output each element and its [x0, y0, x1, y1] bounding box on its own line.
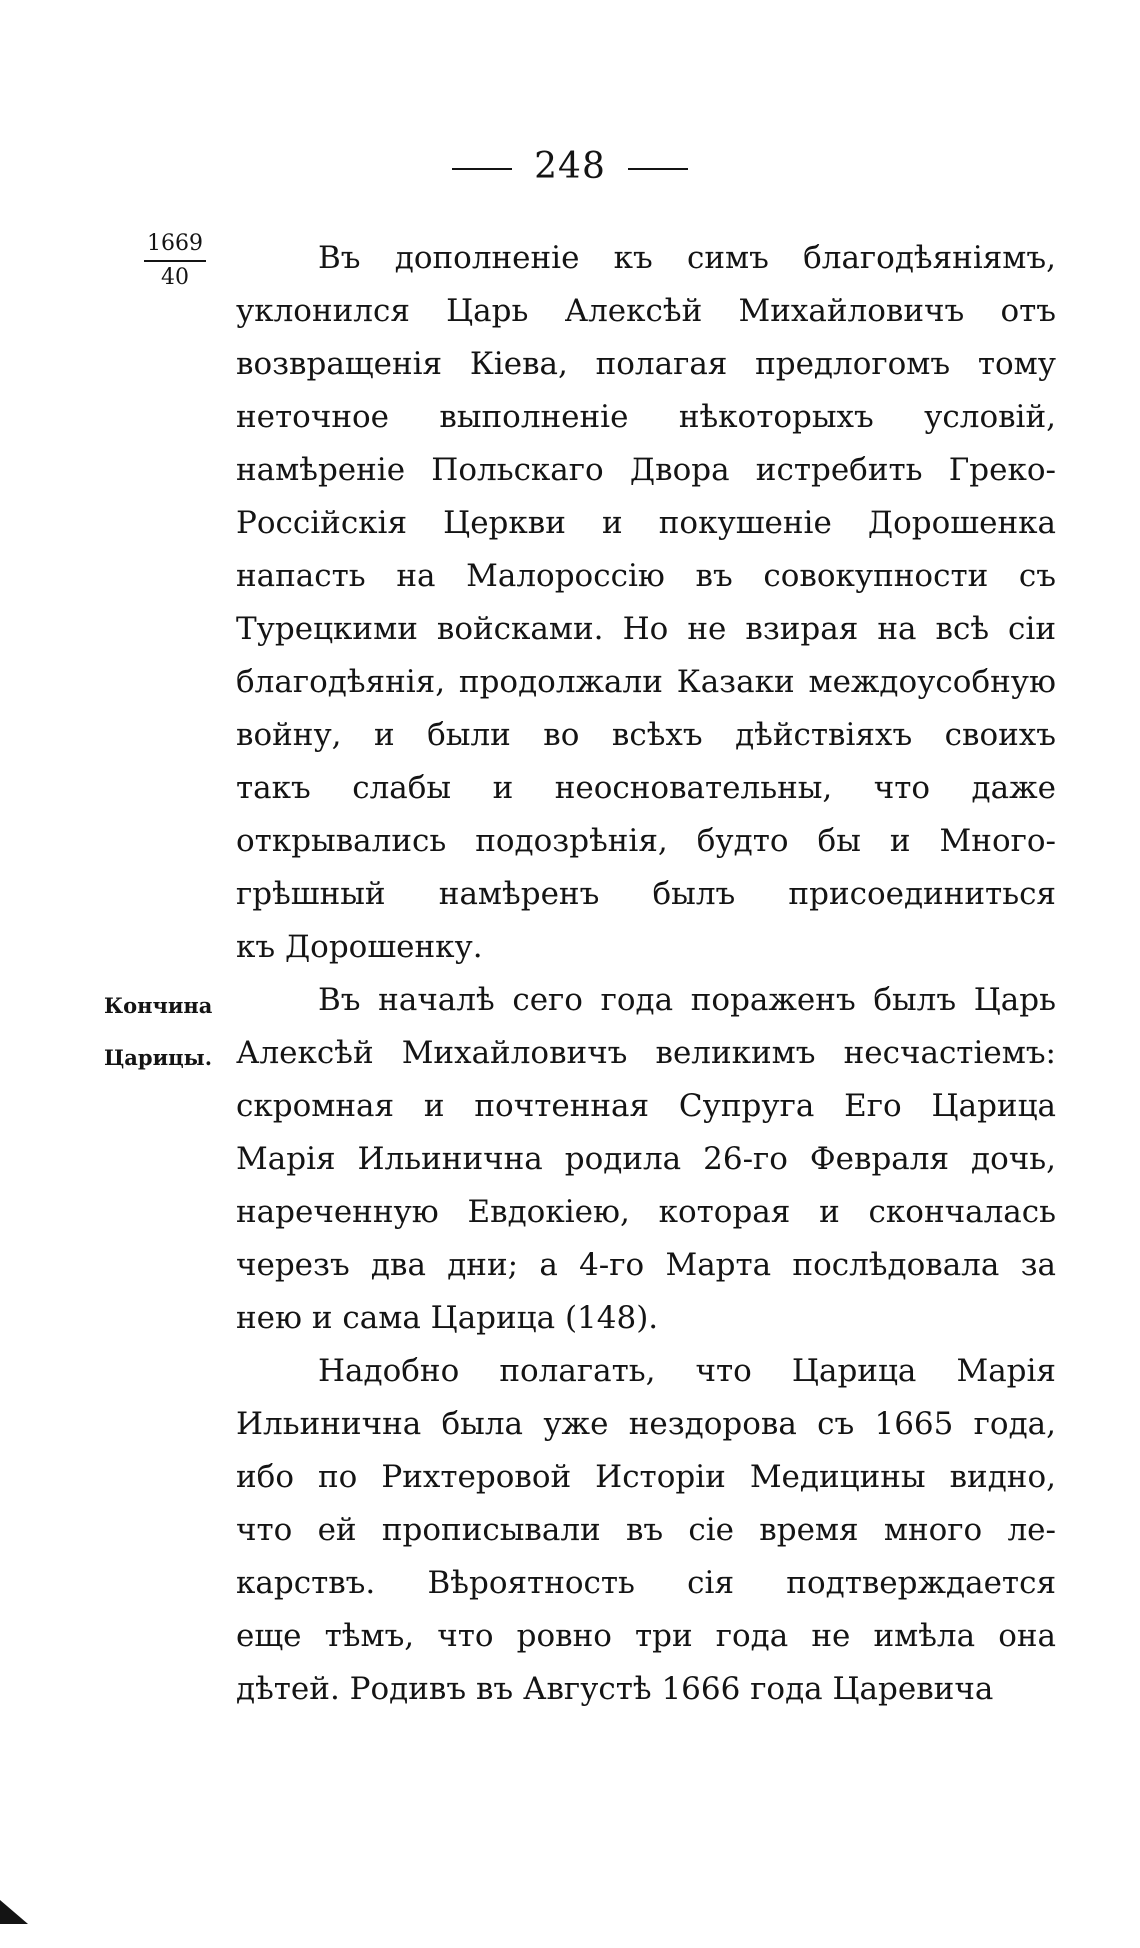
text-line: Надобно полагать, что Царица Марія	[318, 1353, 1056, 1389]
text-line: Турецкими войсками. Но не взирая на всѣ сіи	[236, 611, 1056, 647]
text-line: благодѣянія, продолжали Казаки междоусобную	[236, 664, 1056, 700]
page-number: 248	[534, 146, 606, 187]
text-line: карствъ. Вѣроятность сія подтверждается	[236, 1565, 1056, 1601]
text-line: напасть на Малороссію въ совокупности съ	[236, 558, 1056, 594]
text-line: Въ дополненіе къ симъ благодѣяніямъ,	[318, 240, 1056, 276]
text-line: возвращенія Кіева, полагая предлогомъ тому	[236, 346, 1056, 382]
text-line: что ей прописывали въ сіе время много ле-	[236, 1512, 1056, 1548]
text-line: грѣшный намѣренъ былъ присоединиться	[236, 876, 1056, 912]
text-line: нареченную Евдокіею, которая и скончалась	[236, 1194, 1056, 1230]
margin-year-top: 1669	[144, 230, 206, 262]
margin-note	[104, 980, 230, 1084]
text-line: Марія Ильинична родила 26-го Февраля дочь,	[236, 1141, 1056, 1177]
page-number-header	[0, 146, 1140, 187]
text-line: Алексѣй Михайловичъ великимъ несчастіемъ:	[236, 1035, 1056, 1071]
text-line: ибо по Рихтеровой Исторіи Медицины видно,	[236, 1459, 1056, 1495]
text-line: уклонился Царь Алексѣй Михайловичъ отъ	[236, 293, 1056, 329]
margin-note-line: Царицы.	[104, 1045, 213, 1070]
text-line: нею и сама Царица (148).	[236, 1300, 659, 1336]
body-text	[236, 232, 1056, 1716]
margin-note-line: Кончина	[104, 993, 213, 1018]
text-line: намѣреніе Польскаго Двора истребить Греко-	[236, 452, 1056, 488]
text-line: открывались подозрѣнія, будто бы и Много-	[236, 823, 1056, 859]
text-line: войну, и были во всѣхъ дѣйствіяхъ своихъ	[236, 717, 1056, 753]
margin-year-fraction	[144, 230, 206, 292]
left-dash	[452, 168, 512, 170]
corner-mark	[0, 1900, 28, 1924]
text-line: дѣтей. Родивъ въ Августѣ 1666 года Царевича	[236, 1671, 994, 1707]
text-line: Въ началѣ сего года пораженъ былъ Царь	[318, 982, 1056, 1018]
text-line: такъ слабы и неосновательны, что даже	[236, 770, 1056, 806]
text-line: Ильинична была уже нездорова съ 1665 года,	[236, 1406, 1056, 1442]
text-line: къ Дорошенку.	[236, 929, 483, 965]
text-line: черезъ два дни; а 4-го Марта послѣдовала за	[236, 1247, 1056, 1283]
text-line: скромная и почтенная Супруга Его Царица	[236, 1088, 1056, 1124]
text-line: еще тѣмъ, что ровно три года не имѣла она	[236, 1618, 1056, 1654]
text-line: неточное выполненіе нѣкоторыхъ условій,	[236, 399, 1056, 435]
margin-year-bottom: 40	[161, 265, 189, 290]
right-dash	[628, 168, 688, 170]
text-line: Россійскія Церкви и покушеніе Дорошенка	[236, 505, 1056, 541]
